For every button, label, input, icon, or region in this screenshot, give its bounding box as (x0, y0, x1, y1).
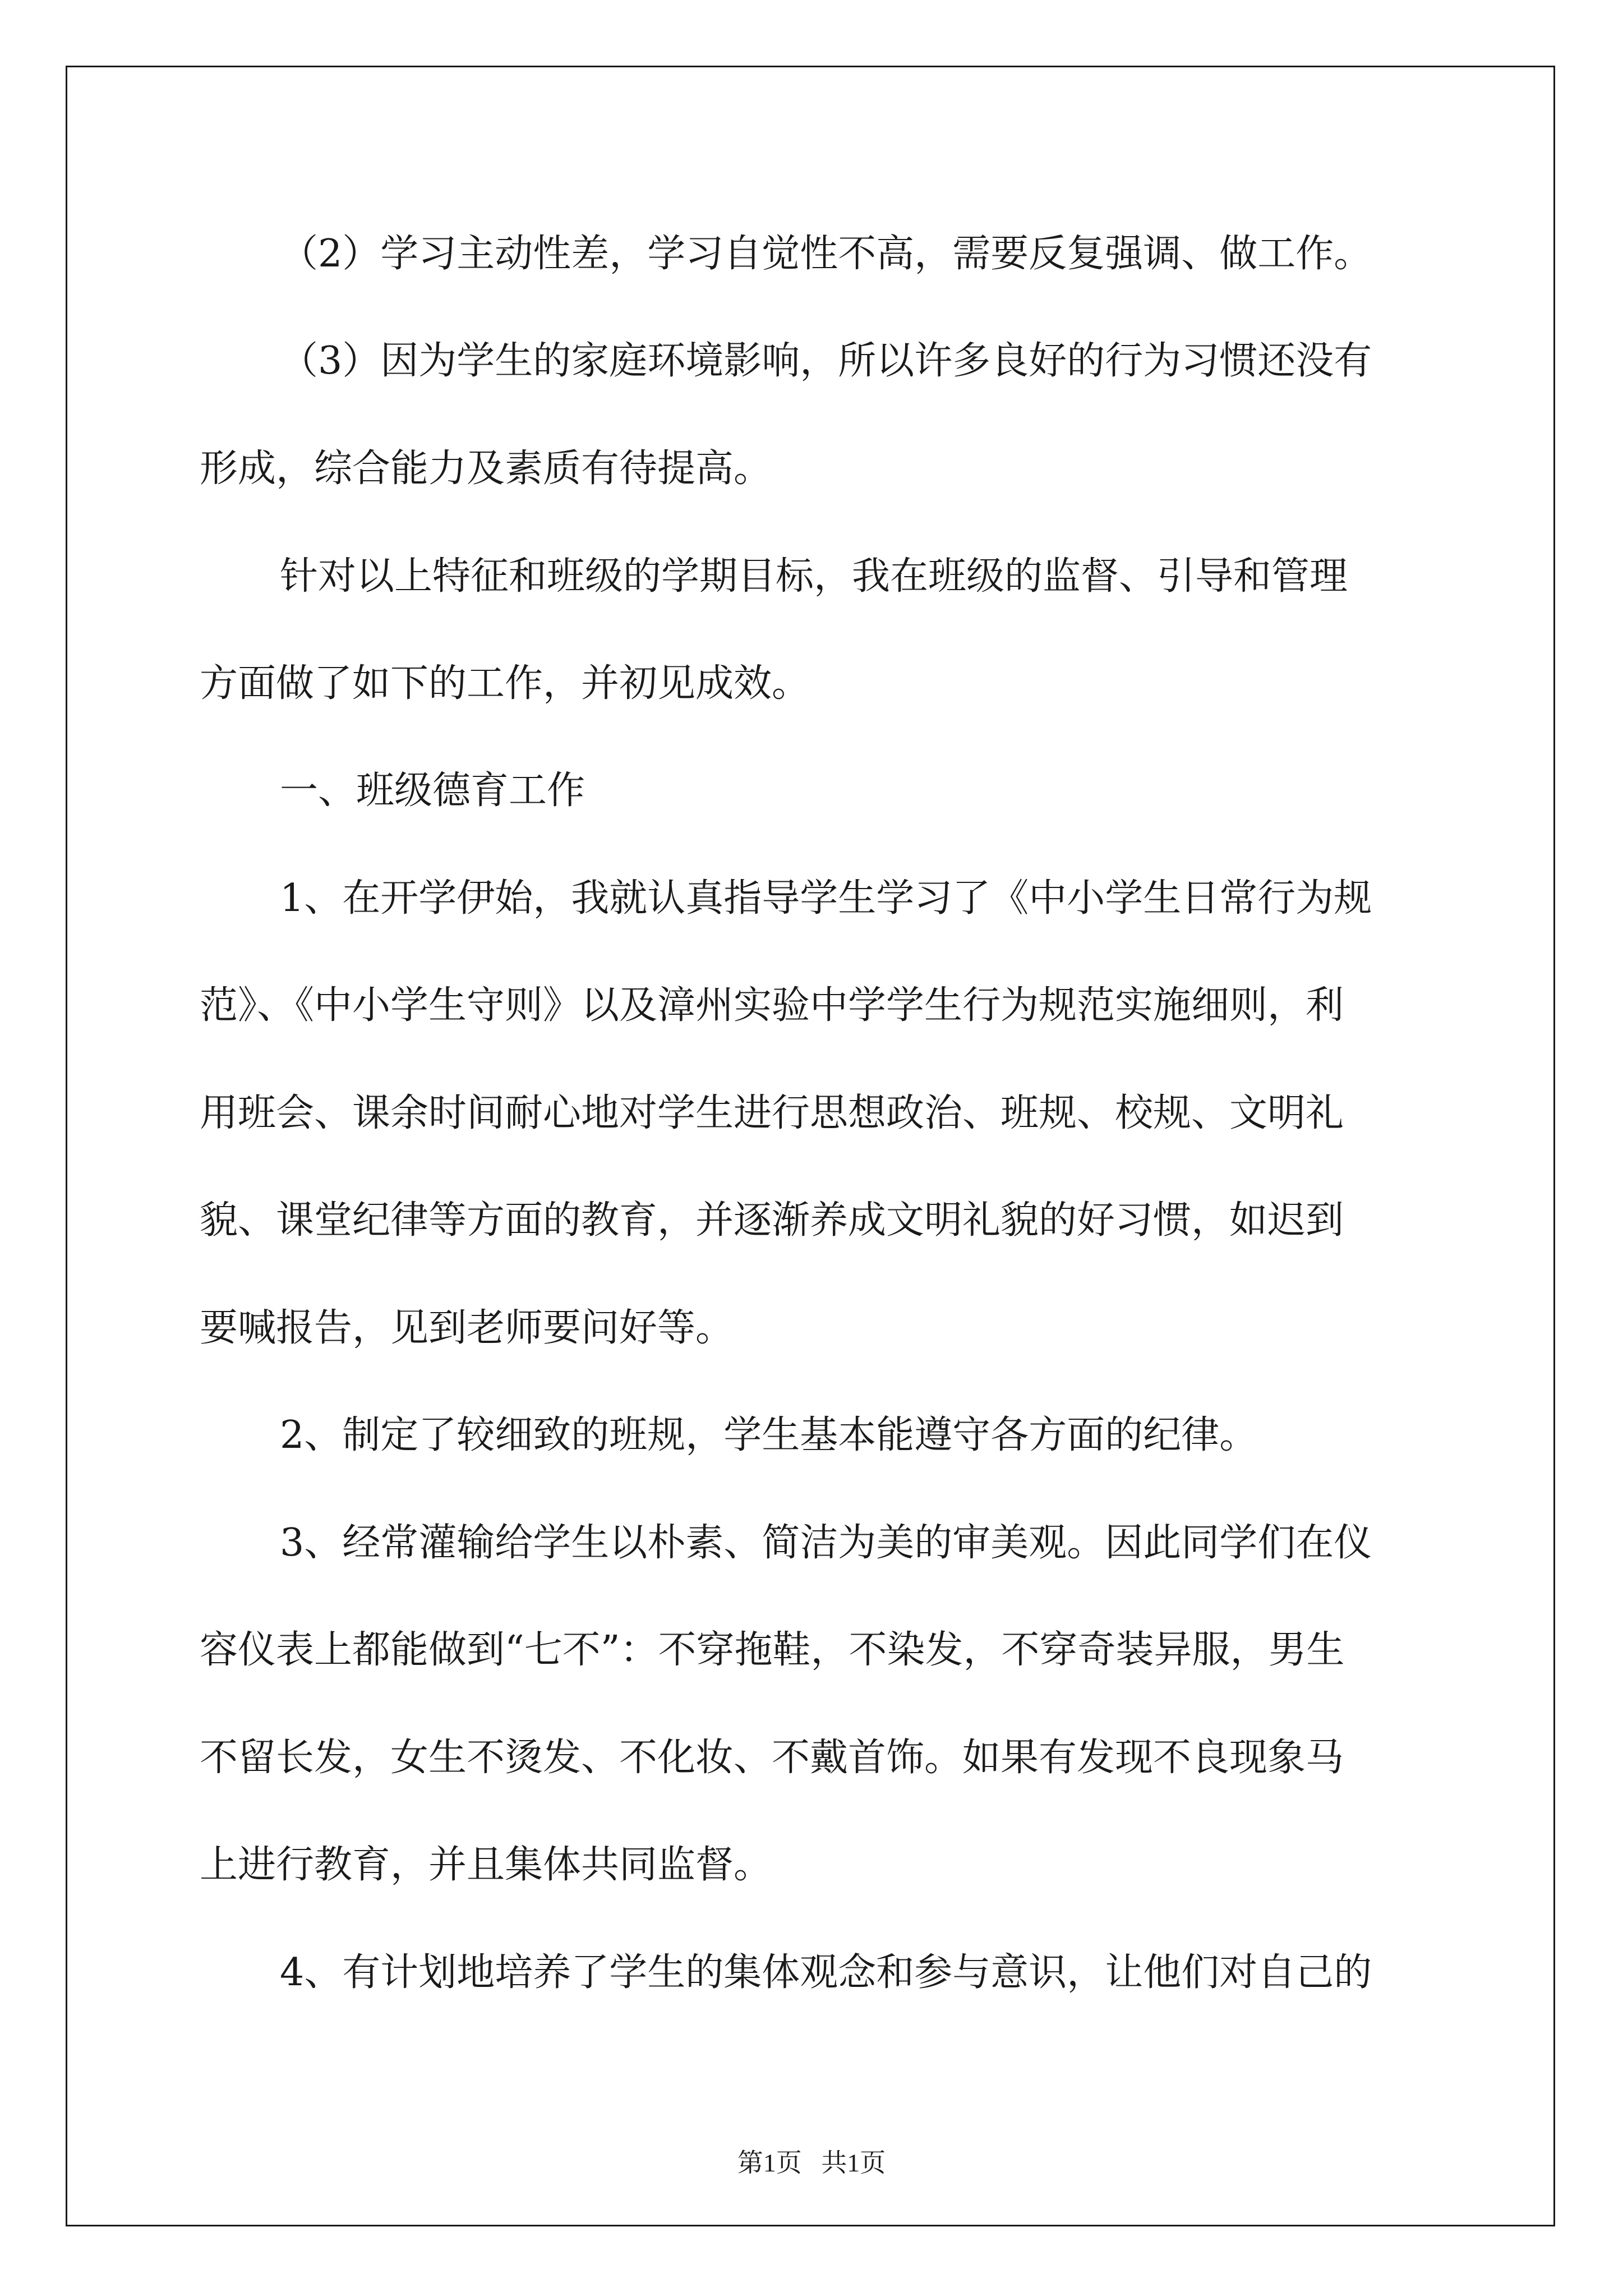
section-heading: 一、班级德育工作 (280, 769, 585, 813)
paragraph-line: 不留长发，女生不烫发、不化妆、不戴首饰。如果有发现不良现象马 (200, 1736, 1344, 1780)
paragraph-line: 貌、课堂纪律等方面的教育，并逐渐养成文明礼貌的好习惯，如迟到 (200, 1198, 1344, 1243)
page-number: 第1页 (737, 2148, 802, 2177)
paragraph-line: 3、经常灌输给学生以朴素、简洁为美的审美观。因此同学们在仪 (280, 1521, 1372, 1565)
paragraph-line: 容仪表上都能做到“七不”：不穿拖鞋，不染发，不穿奇装异服，男生 (200, 1628, 1345, 1672)
paragraph-line: 1、在开学伊始，我就认真指导学生学习了《中小学生日常行为规 (280, 876, 1372, 921)
paragraph-line: 范》、《中小学生守则》以及漳州实验中学学生行为规范实施细则，利 (200, 983, 1344, 1028)
page-total: 共1页 (821, 2148, 886, 2177)
paragraph-line: 要喊报告，见到老师要问好等。 (200, 1306, 734, 1350)
paragraph-line: （2）学习主动性差，学习自觉性不高，需要反复强调、做工作。 (280, 232, 1372, 276)
paragraph-line: 方面做了如下的工作，并初见成效。 (200, 661, 810, 706)
paragraph-line: 4、有计划地培养了学生的集体观念和参与意识，让他们对自己的 (280, 1950, 1372, 1995)
paragraph-line: 形成，综合能力及素质有待提高。 (200, 447, 772, 491)
paragraph-line: 上进行教育，并且集体共同监督。 (200, 1843, 772, 1887)
paragraph-line: 2、制定了较细致的班规，学生基本能遵守各方面的纪律。 (280, 1413, 1258, 1457)
paragraph-line: 针对以上特征和班级的学期目标，我在班级的监督、引导和管理 (280, 554, 1348, 599)
paragraph-line: （3）因为学生的家庭环境影响，所以许多良好的行为习惯还没有 (280, 339, 1372, 383)
paragraph-line: 用班会、课余时间耐心地对学生进行思想政治、班规、校规、文明礼 (200, 1091, 1344, 1135)
page-footer (0, 2150, 1623, 2176)
